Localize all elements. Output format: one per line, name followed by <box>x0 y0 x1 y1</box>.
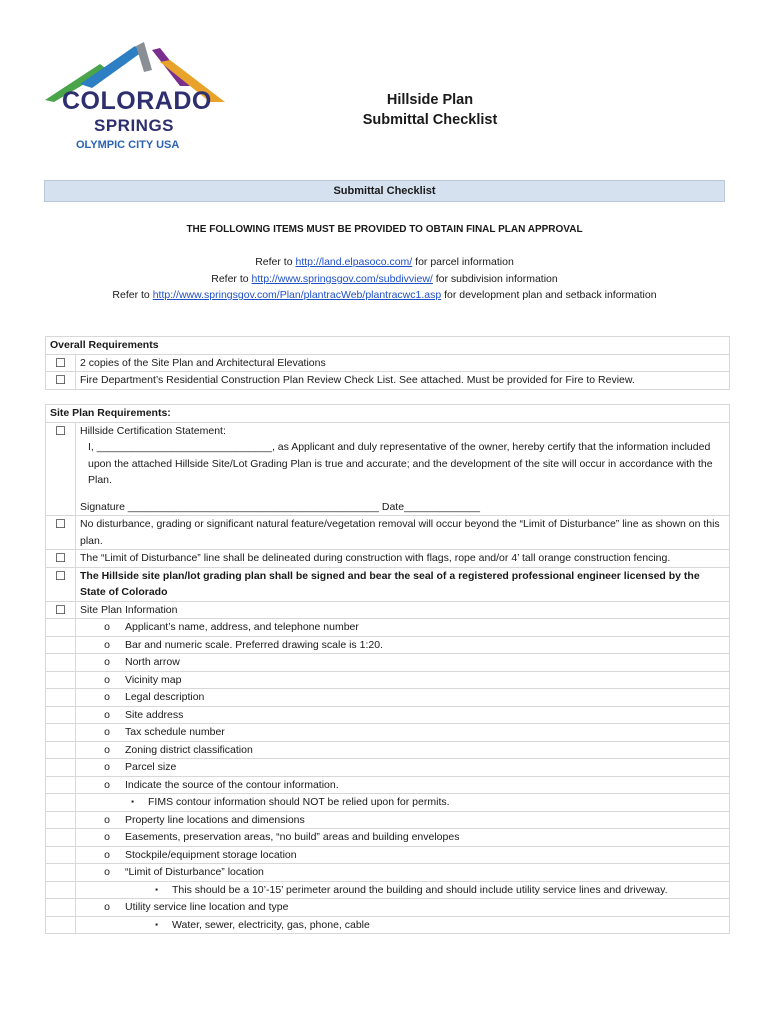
sub-item-text: Applicant’s name, address, and telephone number <box>125 621 359 633</box>
sub-item-text: Zoning district classification <box>125 743 253 756</box>
list-item <box>80 899 725 916</box>
table-row <box>46 881 730 899</box>
sub-item-text: North arrow <box>125 656 180 668</box>
list-item <box>80 829 725 846</box>
bullet-icon: o <box>104 848 110 861</box>
site-plan-requirements-table <box>45 404 730 934</box>
list-item: The Hillside site plan/lot grading plan shall be signed and bear the seal of a registered professional engineer licensed by the State of Colorado <box>76 567 730 601</box>
bullet-icon: o <box>104 866 110 878</box>
table-row <box>46 899 730 917</box>
sub-item-text: Utility service line location and type <box>125 901 289 913</box>
table-row <box>46 422 730 516</box>
list-item <box>80 759 725 776</box>
table-row <box>46 337 730 355</box>
overall-requirements-heading: Overall Requirements <box>46 337 730 355</box>
table-row <box>46 550 730 568</box>
signature-line: Signature ___________________________________________ Date_____________ <box>80 500 480 513</box>
logo-tagline: OLYMPIC CITY USA <box>76 139 180 151</box>
parcel-info-link[interactable]: http://land.elpasoco.com/ <box>295 256 413 268</box>
checkbox[interactable]: ☐ <box>46 422 76 516</box>
site-plan-requirements-heading: Site Plan Requirements: <box>46 405 730 423</box>
reference-line <box>44 271 725 288</box>
list-item <box>80 794 725 811</box>
checkbox[interactable]: ☐ <box>46 550 76 568</box>
table-row <box>46 636 730 654</box>
cert-body: I, ______________________________, as Applicant and duly representative of the owner, hereby certify that the information included upon the attached Hillside Site/Lot Grading Plan is true and accurate; and the development of the site will occur in accordance with the Plan. <box>88 441 713 486</box>
list-item <box>80 689 725 706</box>
bullet-icon: o <box>104 813 110 826</box>
list-item <box>80 917 725 934</box>
table-row <box>46 372 730 390</box>
checkbox[interactable]: ☐ <box>46 567 76 601</box>
square-bullet-icon: ▪ <box>131 797 134 806</box>
bullet-icon: o <box>104 901 110 913</box>
bullet-icon: o <box>104 673 110 686</box>
list-item <box>80 707 725 724</box>
table-row <box>46 654 730 672</box>
list-item <box>80 654 725 671</box>
sub-item-text: Water, sewer, electricity, gas, phone, cable <box>172 918 370 931</box>
colorado-springs-logo <box>40 42 235 157</box>
table-row <box>46 689 730 707</box>
table-row <box>46 794 730 812</box>
list-item: The “Limit of Disturbance” line shall be delineated during construction with flags, rope and/or 4’ tall orange construction fencing. <box>76 550 730 568</box>
sub-item-text: Parcel size <box>125 761 177 773</box>
table-row <box>46 567 730 601</box>
sub-item-text: This should be a 10’-15’ perimeter around the building and should include utility service lines and driveway. <box>172 883 668 896</box>
bullet-icon: o <box>104 761 110 773</box>
list-item <box>80 742 725 759</box>
table-row <box>46 619 730 637</box>
reference-links <box>44 254 725 304</box>
bullet-icon: o <box>104 831 110 843</box>
table-row <box>46 829 730 847</box>
bullet-icon: o <box>104 708 110 721</box>
sub-item-text: “Limit of Disturbance” location <box>125 866 264 878</box>
reference-line <box>44 287 725 304</box>
table-row <box>46 724 730 742</box>
bullet-icon: o <box>104 726 110 738</box>
bullet-icon: o <box>104 778 110 791</box>
list-item <box>80 777 725 794</box>
square-bullet-icon: ▪ <box>155 919 158 929</box>
list-item <box>80 619 725 636</box>
list-item <box>80 847 725 864</box>
list-item <box>80 882 725 899</box>
sub-item-text: Legal description <box>125 691 205 703</box>
bullet-icon: o <box>104 638 110 651</box>
sub-item-text: Property line locations and dimensions <box>125 813 305 826</box>
sub-item-text: FIMS contour information should NOT be relied upon for permits. <box>148 796 450 808</box>
table-row <box>46 916 730 934</box>
ref-text: Refer to <box>211 272 252 285</box>
bullet-icon: o <box>104 743 110 756</box>
table-row <box>46 864 730 882</box>
logo-word-springs: SPRINGS <box>94 116 175 135</box>
checkbox[interactable]: ☐ <box>46 601 76 619</box>
title-line-2: Submittal Checklist <box>362 112 498 128</box>
list-item <box>80 672 725 689</box>
table-row <box>46 516 730 550</box>
hillside-certification-item <box>76 422 730 516</box>
reference-line <box>44 254 725 271</box>
sub-item-text: Tax schedule number <box>125 726 225 738</box>
list-item: Fire Department’s Residential Construction Plan Review Check List. See attached. Must be provided for Fire to Review. <box>76 372 730 390</box>
development-plan-link[interactable]: http://www.springsgov.com/Plan/plantracWeb/plantracwc1.asp <box>152 289 442 301</box>
sub-item-text: Bar and numeric scale. Preferred drawing scale is 1:20. <box>125 638 383 651</box>
table-row <box>46 354 730 372</box>
logo-word-colorado: COLORADO <box>62 87 212 115</box>
checkbox[interactable]: ☐ <box>46 354 76 372</box>
list-item <box>80 724 725 741</box>
bullet-icon: o <box>104 621 110 633</box>
list-item: Site Plan Information <box>76 601 730 619</box>
cert-title: Hillside Certification Statement: <box>80 424 226 437</box>
ref-text: for development plan and setback information <box>441 289 657 301</box>
sub-item-text: Site address <box>125 708 184 721</box>
table-row <box>46 846 730 864</box>
overall-requirements-table <box>45 336 730 390</box>
table-row <box>46 601 730 619</box>
section-header-bar: Submittal Checklist <box>44 180 725 202</box>
sub-item-text: Vicinity map <box>125 673 182 686</box>
ref-text: for subdivision information <box>432 272 558 285</box>
table-row <box>46 405 730 423</box>
table-row <box>46 741 730 759</box>
table-row <box>46 759 730 777</box>
document-title <box>300 90 560 130</box>
square-bullet-icon: ▪ <box>155 884 158 894</box>
table-row <box>46 776 730 794</box>
notice-heading: THE FOLLOWING ITEMS MUST BE PROVIDED TO OBTAIN FINAL PLAN APPROVAL <box>186 224 583 235</box>
subdivision-info-link[interactable]: http://www.springsgov.com/subdivview/ <box>251 272 433 285</box>
list-item: 2 copies of the Site Plan and Architectural Elevations <box>76 354 730 372</box>
list-item: No disturbance, grading or significant natural feature/vegetation removal will occur beyond the “Limit of Disturbance” line as shown on this plan. <box>76 516 730 550</box>
list-item <box>80 637 725 654</box>
ref-text: for parcel information <box>412 256 514 268</box>
table-row <box>46 706 730 724</box>
bullet-icon: o <box>104 691 110 703</box>
sub-item-text: Indicate the source of the contour information. <box>125 778 339 791</box>
list-item <box>80 864 725 881</box>
table-row <box>46 671 730 689</box>
bullet-icon: o <box>104 656 110 668</box>
sub-item-text: Easements, preservation areas, “no build” areas and building envelopes <box>125 831 460 843</box>
sub-item-text: Stockpile/equipment storage location <box>125 848 297 861</box>
ref-text: Refer to <box>112 289 153 301</box>
ref-text: Refer to <box>255 256 296 268</box>
checkbox[interactable]: ☐ <box>46 516 76 550</box>
title-line-1: Hillside Plan <box>386 92 474 108</box>
table-row <box>46 811 730 829</box>
list-item <box>80 812 725 829</box>
checkbox[interactable]: ☐ <box>46 372 76 390</box>
